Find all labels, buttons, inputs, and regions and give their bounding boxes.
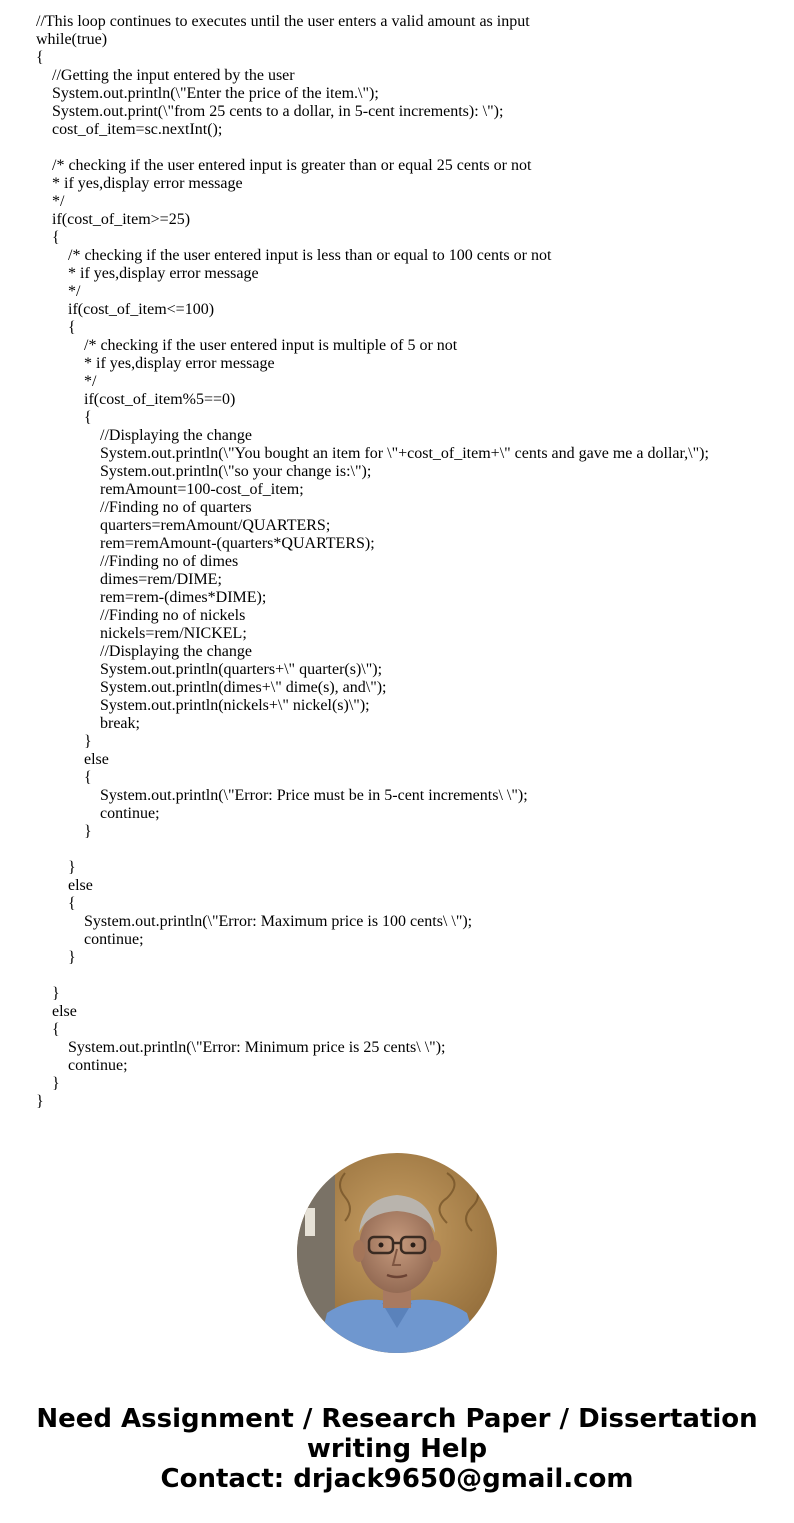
code-line: } [36,985,60,1002]
code-line: while(true) [36,31,108,48]
code-line: * if yes,display error message [36,175,243,192]
code-line: { [36,1021,60,1038]
code-line: { [36,49,44,66]
code-line: else [36,751,109,768]
code-line [36,841,776,859]
code-line: System.out.println(\"Error: Price must be in 5-cent increments\ \"); [36,787,528,804]
code-line: else [36,1003,77,1020]
portrait-image [297,1153,497,1353]
code-line: //Displaying the change [36,427,252,444]
code-line: if(cost_of_item%5==0) [36,391,236,408]
code-line: { [36,229,60,246]
code-line: { [36,319,76,336]
code-line: if(cost_of_item>=25) [36,211,191,228]
code-line: { [36,895,76,912]
code-line: } [36,1093,44,1110]
code-line: /* checking if the user entered input is greater than or equal 25 cents or not [36,157,532,174]
code-line: */ [36,373,97,390]
code-line: } [36,949,76,966]
code-line: */ [36,193,65,210]
code-line: quarters=remAmount/QUARTERS; [36,517,331,534]
code-line: * if yes,display error message [36,355,275,372]
code-line: /* checking if the user entered input is less than or equal to 100 cents or not [36,247,552,264]
banner-line-1: Need Assignment / Research Paper / Dissertation [36,1404,758,1434]
code-line: rem=remAmount-(quarters*QUARTERS); [36,535,375,552]
code-line: System.out.println(nickels+\" nickel(s)\"); [36,697,370,714]
code-line: //Finding no of dimes [36,553,239,570]
code-line: } [36,859,76,876]
code-line: //Finding no of nickels [36,607,246,624]
code-line: //Displaying the change [36,643,252,660]
code-line: dimes=rem/DIME; [36,571,222,588]
code-line: continue; [36,931,144,948]
code-line: if(cost_of_item<=100) [36,301,215,318]
code-line: System.out.println(\"Error: Maximum price is 100 cents\ \"); [36,913,473,930]
code-line [36,139,776,157]
code-line: System.out.println(dimes+\" dime(s), and\"); [36,679,387,696]
code-line: System.out.print(\"from 25 cents to a dollar, in 5-cent increments): \"); [36,103,504,120]
code-line: { [36,769,92,786]
code-line: nickels=rem/NICKEL; [36,625,247,642]
code-line: System.out.println(quarters+\" quarter(s)\"); [36,661,383,678]
banner-line-2: writing Help [306,1434,488,1464]
code-line: //Finding no of quarters [36,499,252,516]
code-line: /* checking if the user entered input is multiple of 5 or not [36,337,458,354]
code-line: cost_of_item=sc.nextInt(); [36,121,223,138]
code-line: rem=rem-(dimes*DIME); [36,589,267,606]
code-line: break; [36,715,140,732]
code-line: } [36,1075,60,1092]
code-line: { [36,409,92,426]
code-line: * if yes,display error message [36,265,259,282]
code-line: //This loop continues to executes until the user enters a valid amount as input [36,13,530,30]
code-line: continue; [36,1057,128,1074]
code-line: else [36,877,93,894]
author-photo [297,1153,497,1353]
code-line: System.out.println(\"so your change is:\"); [36,463,372,480]
code-line: System.out.println(\"You bought an item for \"+cost_of_item+\" cents and gave me a dollar,\"); [36,445,709,462]
banner-contact-line: Contact: drjack9650@gmail.com [160,1464,634,1494]
code-line: continue; [36,805,160,822]
contact-banner [0,1404,794,1494]
code-line: } [36,823,92,840]
code-line: System.out.println(\"Error: Minimum price is 25 cents\ \"); [36,1039,446,1056]
code-line: */ [36,283,81,300]
code-listing [36,13,776,1111]
code-line [36,967,776,985]
code-line: } [36,733,92,750]
code-line: //Getting the input entered by the user [36,67,295,84]
code-line: System.out.println(\"Enter the price of the item.\"); [36,85,379,102]
code-line: remAmount=100-cost_of_item; [36,481,304,498]
